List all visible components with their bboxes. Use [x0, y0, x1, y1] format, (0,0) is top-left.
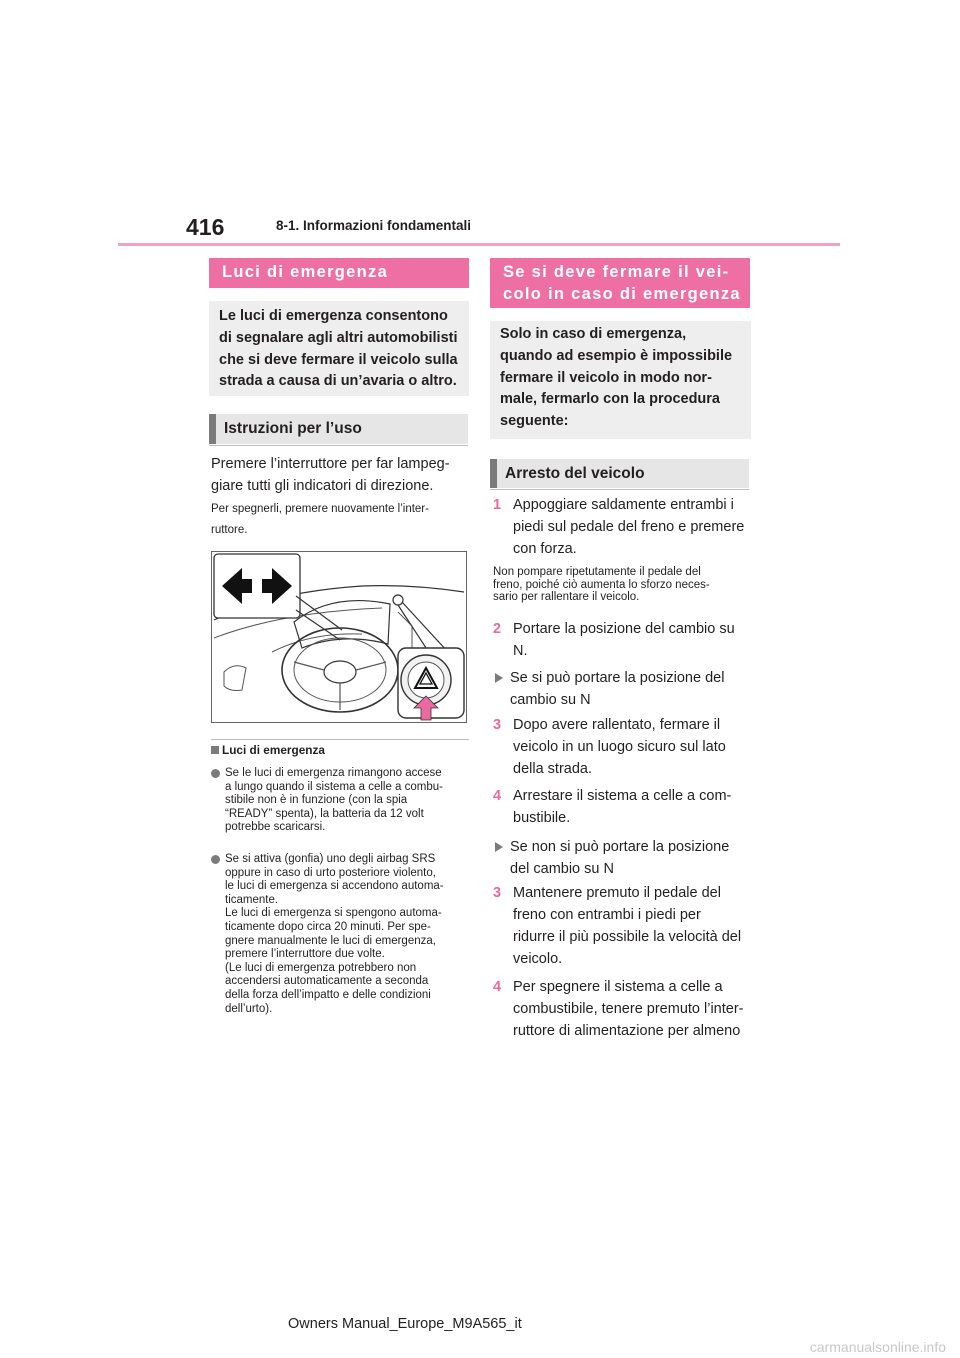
section-title: 8-1. Informazioni fondamentali [276, 218, 472, 233]
case-line: Se si può portare la posizione del [510, 670, 725, 686]
note-text: Se si attiva (gonfia) uno degli airbag SRS oppure in caso di urto posteriore violento, le luci di emergenza si accendono automa- ticamente. Le luci di emergenza si spengono automa- ticamente dopo circa 20 minuti. Per spe- gnere manualmente le luci di emergenza, premere l’interruttore due volte. (Le luci di emergenza potrebbero non accendersi automaticamente a seconda della forza dell’impatto e delle condizioni dell’urto). [225, 853, 444, 1015]
note-item [211, 853, 469, 1016]
intro-line: che si deve fermare il veicolo sulla [219, 351, 458, 368]
note-title [211, 744, 325, 758]
case-can-shift-to-n [495, 667, 755, 711]
step-1 [493, 494, 755, 560]
banner-emergency-stop [490, 258, 750, 308]
step-line: combustibile, tenere premuto l’inter- [513, 1001, 744, 1017]
note-item [211, 767, 469, 835]
note-divider [211, 739, 469, 740]
step-line: veicolo. [513, 951, 563, 967]
step-line: ruttore di alimentazione per almeno [513, 1023, 741, 1039]
step-note-line: Non pompare ripetutamente il pedale del [493, 566, 701, 578]
step-line: freno con entrambi i piedi per [513, 907, 701, 923]
intro-line: fermare il veicolo in modo nor- [500, 369, 712, 386]
intro-line: seguente: [500, 413, 569, 430]
instruction-line: Premere l’interruttore per far lampeg- [211, 456, 450, 472]
emergency-intro-box [490, 321, 751, 439]
switch-off-line: Per spegnerli, premere nuovamente l’inter- [211, 503, 429, 515]
instruction-line: giare tutti gli indicatori di direzione. [211, 478, 434, 494]
step-line: con forza. [513, 541, 577, 557]
switch-off-line: ruttore. [211, 524, 248, 536]
step-2 [493, 618, 755, 662]
step-number: 3 [493, 885, 502, 901]
step-number: 3 [493, 717, 502, 733]
step-3b [493, 882, 755, 970]
intro-line: Solo in caso di emergenza, [500, 326, 687, 342]
banner-emergency-stop-line: colo in caso di emergenza [503, 285, 741, 303]
step-line: bustibile. [513, 810, 571, 826]
step-line: Mantenere premuto il pedale del [513, 885, 721, 901]
watermark: carmanualsonline.info [809, 1339, 946, 1355]
step-line: Appoggiare saldamente entrambi i [513, 497, 734, 513]
intro-line: Le luci di emergenza consentono [219, 308, 448, 324]
intro-line: male, fermarlo con la procedura [500, 391, 720, 408]
step-line: veicolo in un luogo sicuro sul lato [513, 739, 726, 755]
header-divider [118, 243, 840, 246]
subheading-instructions-text: Istruzioni per l’uso [224, 420, 362, 437]
intro-line: quando ad esempio è impossibile [500, 347, 733, 364]
note-text: Se le luci di emergenza rimangono accese a lungo quando il sistema a celle a combu- stibile non è in funzione (con la spia “READY” spenta), la batteria da 12 volt potrebbe scaricarsi. [225, 767, 443, 834]
step-3a [493, 714, 755, 780]
step-note-line: freno, poiché ciò aumenta lo sforzo neces- [493, 578, 710, 591]
step-note-line: sario per rallentare il veicolo. [493, 591, 640, 603]
dashboard-drawing [212, 552, 466, 722]
round-bullet-icon [211, 855, 220, 864]
subheading-instructions [209, 414, 468, 444]
step-line: Arrestare il sistema a celle a com- [513, 788, 732, 804]
hazard-switch-illustration [211, 551, 467, 723]
case-line: cambio su N [510, 692, 591, 708]
instruction-text [211, 453, 469, 497]
intro-line: di segnalare agli altri automobilisti [219, 329, 458, 346]
subheading-stopping-vehicle [490, 459, 749, 488]
step-4a [493, 785, 755, 829]
step-line: Dopo avere rallentato, fermare il [513, 717, 721, 733]
case-line: del cambio su N [510, 861, 614, 877]
page-number: 416 [186, 214, 225, 240]
step-line: Portare la posizione del cambio su [513, 621, 735, 637]
square-bullet-icon [211, 746, 219, 754]
step-4b [493, 976, 755, 1042]
note-title-text: Luci di emergenza [222, 743, 325, 757]
banner-emergency-stop-line: Se si deve fermare il vei- [503, 263, 730, 281]
subheading-stopping-vehicle-text: Arresto del veicolo [505, 464, 645, 482]
case-cannot-shift-to-n [495, 836, 755, 880]
step-line: ridurre il più possibile la velocità del [513, 929, 742, 945]
step-line: della strada. [513, 761, 592, 777]
hazard-intro-box [209, 301, 469, 396]
banner-hazard-lights [209, 258, 469, 288]
step-line: piedi sul pedale del freno e premere [513, 519, 745, 535]
switch-off-text [211, 499, 469, 541]
step-number: 2 [493, 621, 502, 637]
step-number: 4 [493, 979, 502, 995]
round-bullet-icon [211, 769, 220, 778]
intro-line: strada a causa di un’avaria o altro. [219, 373, 457, 390]
footer-manual-id: Owners Manual_Europe_M9A565_it [288, 1316, 522, 1332]
triangle-bullet-icon [495, 842, 503, 852]
banner-hazard-lights-text: Luci di emergenza [222, 263, 389, 281]
step-number: 4 [493, 788, 502, 804]
triangle-bullet-icon [495, 673, 503, 683]
step-number: 1 [493, 497, 502, 513]
step-1-note [493, 566, 755, 604]
step-line: N. [513, 643, 528, 659]
case-line: Se non si può portare la posizione [510, 839, 730, 855]
step-line: Per spegnere il sistema a celle a [513, 979, 723, 995]
